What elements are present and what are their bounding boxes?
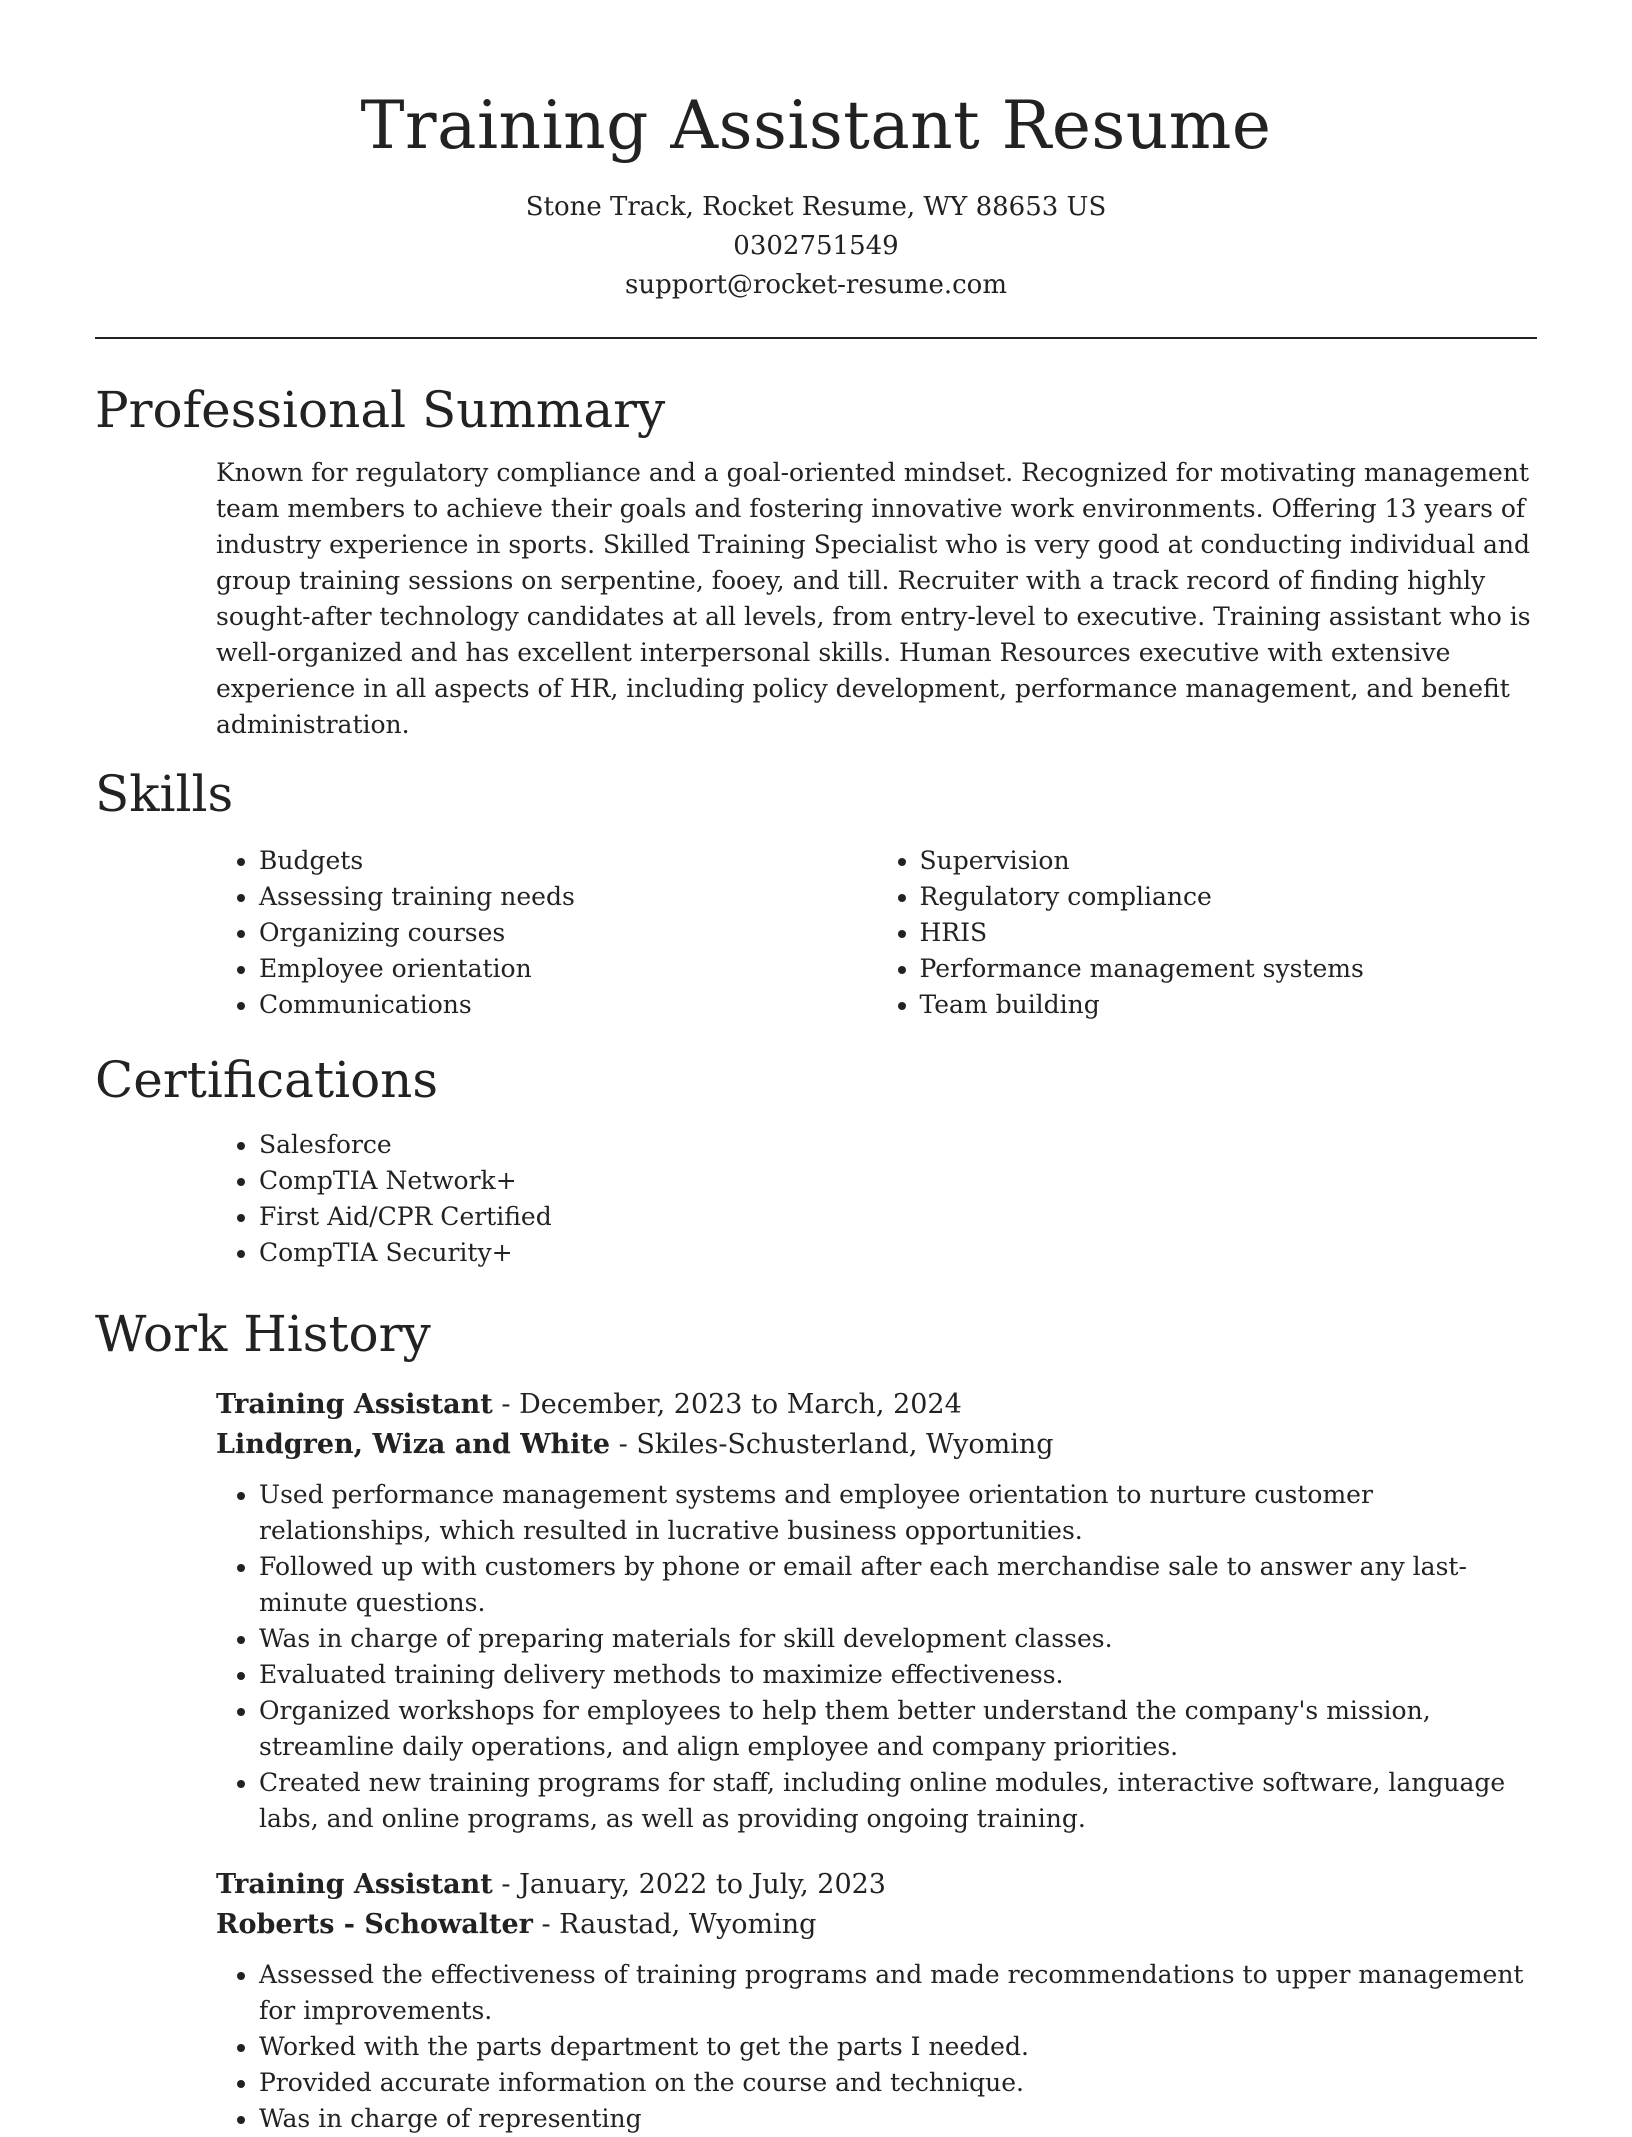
skill-item: • Assessing training needs (259, 879, 877, 915)
skill-item: • HRIS (920, 915, 1538, 951)
contact-email: support@rocket-resume.com (624, 270, 1007, 300)
job-employer: Roberts - Schowalter (216, 1909, 533, 1940)
job-bullets (216, 1957, 1537, 2137)
header-divider (95, 337, 1537, 339)
certification-item: • First Aid/CPR Certified (259, 1199, 1537, 1235)
job-bullet: • Evaluated training delivery methods to maximize effectiveness. (259, 1657, 1537, 1693)
job-entry (216, 1385, 1537, 1837)
job-entry (216, 1865, 1537, 2137)
skill-item: • Supervision (920, 843, 1538, 879)
job-bullet: • Was in charge of preparing materials for skill development classes. (259, 1621, 1537, 1657)
job-bullet: • Organized workshops for employees to help them better understand the company's mission, streamline daily operations, and align employee and company priorities. (259, 1693, 1537, 1765)
job-employer: Lindgren, Wiza and White (216, 1429, 611, 1460)
contact-block (95, 188, 1537, 305)
job-bullet: • Created new training programs for staff, including online modules, interactive software, language labs, and online programs, as well as providing ongoing training. (259, 1765, 1537, 1837)
skill-item: • Employee orientation (259, 951, 877, 987)
work-history-heading: Work History (95, 1305, 431, 1363)
job-bullet: • Assessed the effectiveness of training programs and made recommendations to upper management for improvements. (259, 1957, 1537, 2029)
resume-page (95, 0, 1537, 2137)
job-role: Training Assistant (216, 1869, 493, 1900)
skills-heading: Skills (95, 765, 234, 823)
summary-text: Known for regulatory compliance and a goal-oriented mindset. Recognized for motivating management team members to achieve their goals and fostering innovative work environments. Offering 13 years of industry experience in sports. Skilled Training Specialist who is very good at conducting individual and group training sessions on serpentine, fooey, and till. Recruiter with a track record of finding highly sought-after technology candidates at all levels, from entry-level to executive. Training assistant who is well-organized and has excellent interpersonal skills. Human Resources executive with extensive experience in all aspects of HR, including policy development, performance management, and benefit administration. (216, 458, 1531, 739)
certification-item: • CompTIA Network+ (259, 1163, 1537, 1199)
job-title-line (216, 1865, 1537, 1905)
resume-title: Training Assistant Resume (360, 87, 1272, 164)
skill-item: • Regulatory compliance (920, 879, 1538, 915)
certifications-block (216, 1127, 1537, 1271)
job-bullet: • Followed up with customers by phone or email after each merchandise sale to answer any last-minute questions. (259, 1549, 1537, 1621)
job-bullet: • Was in charge of representing (259, 2101, 1537, 2137)
job-bullet: • Used performance management systems and employee orientation to nurture customer relationships, which resulted in lucrative business opportunities. (259, 1477, 1537, 1549)
job-role: Training Assistant (216, 1389, 493, 1420)
summary-heading: Professional Summary (95, 381, 666, 439)
skill-item: • Team building (920, 987, 1538, 1023)
contact-address: Stone Track, Rocket Resume, WY 88653 US (525, 192, 1107, 222)
skill-item: • Communications (259, 987, 877, 1023)
certifications-list (216, 1127, 1537, 1271)
job-bullet: • Provided accurate information on the course and technique. (259, 2065, 1537, 2101)
skills-grid (216, 843, 1537, 1023)
job-bullet: • Worked with the parts department to get the parts I needed. (259, 2029, 1537, 2065)
skills-list-left (216, 843, 877, 1023)
certification-item: • CompTIA Security+ (259, 1235, 1537, 1271)
skill-item: • Performance management systems (920, 951, 1538, 987)
job-bullets (216, 1477, 1537, 1837)
job-location: - Raustad, Wyoming (532, 1909, 817, 1940)
job-dates: - January, 2022 to July, 2023 (492, 1869, 886, 1900)
job-employer-line (216, 1425, 1537, 1465)
skills-list-right (877, 843, 1538, 1023)
skill-item: • Organizing courses (259, 915, 877, 951)
certifications-heading: Certifications (95, 1051, 439, 1109)
certification-item: • Salesforce (259, 1127, 1537, 1163)
job-title-line (216, 1385, 1537, 1425)
skill-item: • Budgets (259, 843, 877, 879)
contact-phone: 0302751549 (733, 231, 899, 261)
job-location: - Skiles-Schusterland, Wyoming (610, 1429, 1054, 1460)
job-employer-line (216, 1905, 1537, 1945)
job-dates: - December, 2023 to March, 2024 (492, 1389, 962, 1420)
